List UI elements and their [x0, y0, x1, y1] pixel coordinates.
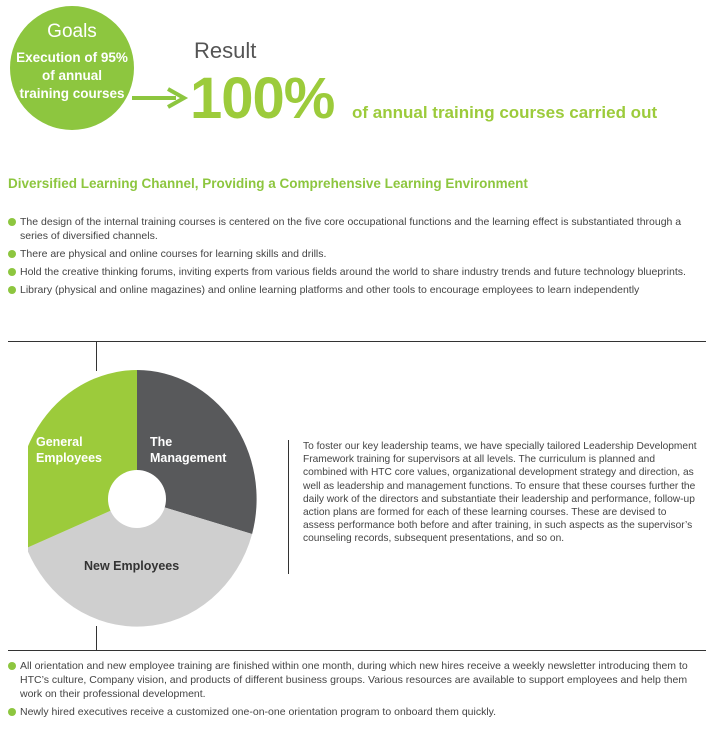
label-new-employees: New Employees — [84, 559, 180, 573]
bullet-dot-icon — [8, 708, 16, 716]
description-rule — [288, 440, 289, 574]
result-caption: of annual training courses carried out — [352, 103, 658, 122]
leadership-description: To foster our key leadership teams, we have specially tailored Leadership Development Framework training for supervisors at all levels. The curriculum is planned and combined with HTC core values, organizational development strategy and direction, as well as leadership and management functions. To ensure that these courses further the daily work of the directors and substantiate their leadership and performance, follow-up action plans are formed for each of these learning courses. These are devised to assess performance both before and after training, in such aspects as the supervisor’s counseling records, subsequent presentations, and so on. — [303, 441, 697, 545]
result-value: 100% — [190, 66, 335, 131]
list-item: The design of the internal training courses is centered on the five core occupational functions and the learning effect is substantiated through a series of diversified channels. — [8, 215, 698, 243]
goals-text: Execution of 95% of annual training courses — [16, 50, 128, 101]
bullet-dot-icon — [8, 250, 16, 258]
bullet-dot-icon — [8, 268, 16, 276]
result-label: Result — [194, 38, 257, 63]
list-item: Newly hired executives receive a customized one-on-one orientation program to onboard them quickly. — [8, 705, 698, 719]
employee-group-pie — [28, 370, 268, 628]
label-general-employees: General Employees — [36, 435, 103, 465]
list-item: All orientation and new employee training are finished within one month, during which new hires receive a weekly newsletter introducing them to HTC’s culture, Company vision, and products of different business groups. Various resources are available to support employees and help them work on their professional development. — [8, 659, 698, 701]
section-title: Diversified Learning Channel, Providing a Comprehensive Learning Environment — [8, 176, 528, 191]
goals-title: Goals — [47, 21, 97, 42]
list-item: Library (physical and online magazines) and online learning platforms and other tools to encourage employees to learn independently — [8, 283, 698, 297]
bullet-dot-icon — [8, 286, 16, 294]
bullet-dot-icon — [8, 218, 16, 226]
connector-top — [96, 341, 97, 371]
section-bullet-list — [8, 215, 698, 301]
label-the-management: The Management — [150, 435, 227, 465]
goals-circle — [10, 6, 134, 130]
arrow-right-icon — [132, 86, 192, 110]
pie-center-hole — [108, 470, 166, 528]
bullet-dot-icon — [8, 662, 16, 670]
list-item: Hold the creative thinking forums, inviting experts from various fields around the world to share industry trends and future technology blueprints. — [8, 265, 698, 279]
list-item: There are physical and online courses for learning skills and drills. — [8, 247, 698, 261]
divider-bottom — [8, 650, 706, 651]
divider-top — [8, 341, 706, 342]
bottom-bullet-list — [8, 659, 698, 723]
connector-bottom — [96, 626, 97, 650]
